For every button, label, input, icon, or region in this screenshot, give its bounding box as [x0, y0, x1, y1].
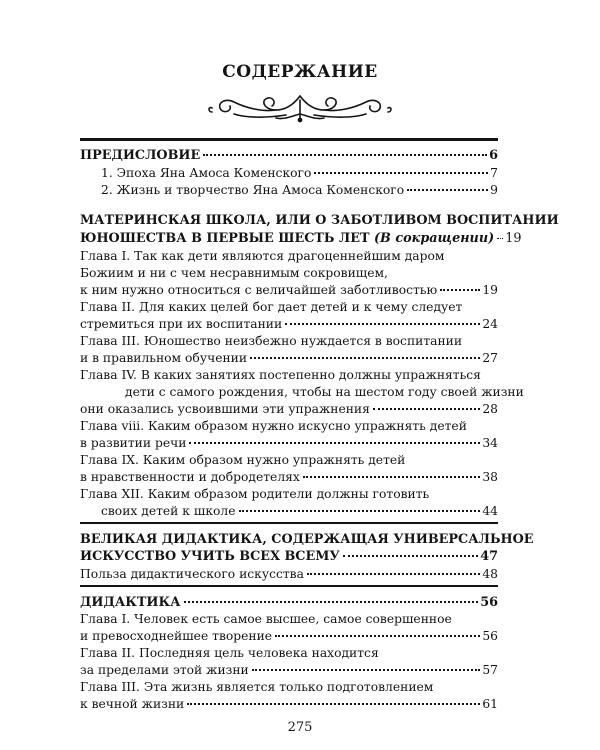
toc-page-number: 27	[482, 351, 498, 365]
chapter-text: стремиться при их воспитании	[80, 317, 283, 331]
toc-chapter-line	[80, 679, 498, 696]
dot-leader	[497, 237, 503, 239]
toc-chapter[interactable]	[80, 350, 498, 367]
chapter-text: Глава XII. Каким образом родители должны готовить	[80, 487, 430, 501]
toc-chapter[interactable]	[80, 282, 498, 299]
toc-chapter-line	[80, 486, 498, 503]
dot-leader	[373, 407, 480, 410]
toc-item[interactable]	[80, 566, 498, 583]
dot-leader	[250, 356, 480, 359]
chapter-text: и в правильном обучении	[80, 351, 248, 365]
toc-page-number: 9	[490, 183, 498, 197]
toc-chapter-line	[80, 645, 498, 662]
toc-chapter[interactable]	[80, 628, 498, 645]
top-rule	[80, 138, 498, 141]
toc-page-number: 24	[482, 317, 498, 331]
chapter-text: в развитии речи	[80, 436, 187, 450]
toc-section-maternal[interactable]	[80, 230, 522, 247]
page-title: СОДЕРЖАНИЕ	[222, 62, 378, 82]
chapter-text: Глава II. Последняя цель человека находится	[80, 646, 379, 660]
chapter-text: дети с самого рождения, чтобы на шестом году своей жизни	[125, 385, 524, 399]
section-title-line: МАТЕРИНСКАЯ ШКОЛА, ИЛИ О ЗАБОТЛИВОМ ВОСПИТАНИИ	[80, 213, 559, 228]
section-subtitle: (В сокращении)	[374, 231, 495, 246]
toc-chapter[interactable]	[80, 662, 498, 679]
toc-chapter-line	[80, 418, 498, 435]
chapter-text: Божиим и ни с чем несравнимым сокровищем,	[80, 266, 388, 280]
toc-chapter[interactable]	[80, 696, 498, 713]
toc-section-didactica-magna[interactable]	[80, 548, 498, 565]
chapter-text: Глава III. Юношество неизбежно нуждается в воспитании	[80, 334, 463, 348]
dot-leader	[303, 475, 481, 478]
toc-chapter[interactable]	[80, 503, 498, 520]
toc-chapter-line	[80, 452, 498, 469]
dot-leader	[314, 171, 488, 174]
toc-page-number: 61	[482, 697, 498, 711]
section-title-line: ВЕЛИКАЯ ДИДАКТИКА, СОДЕРЖАЩАЯ УНИВЕРСАЛЬНОЕ	[80, 532, 534, 547]
chapter-text: Глава I. Так как дети являются драгоценнейшим даром	[80, 249, 445, 263]
toc-item[interactable]	[80, 165, 498, 182]
toc-section-didactica[interactable]	[80, 594, 498, 611]
decorative-ornament-icon	[206, 90, 394, 124]
dot-leader	[187, 702, 480, 705]
toc-section-preface[interactable]	[80, 147, 498, 164]
toc-chapter-line	[80, 248, 498, 265]
toc-page-number: 7	[490, 166, 498, 180]
toc-page-number: 38	[482, 470, 498, 484]
chapter-text: к вечной жизни	[80, 697, 185, 711]
toc-page-number: 34	[482, 436, 498, 450]
dot-leader	[343, 554, 478, 557]
dot-leader	[440, 288, 480, 291]
toc-page-number: 47	[480, 549, 498, 564]
chapter-text: Глава III. Эта жизнь является только подготовлением	[80, 680, 434, 694]
chapter-text: в нравственности и добродетелях	[80, 470, 300, 484]
chapter-text: Глава IX. Каким образом нужно упражнять детей	[80, 453, 406, 467]
dot-leader	[252, 668, 481, 671]
toc-page-number: 57	[482, 663, 498, 677]
dot-leader	[184, 600, 479, 603]
toc-page-number: 6	[489, 148, 498, 163]
toc-page-number: 19	[482, 283, 498, 297]
toc-chapter-line	[80, 611, 498, 628]
toc-section-title[interactable]	[80, 212, 559, 229]
dot-leader	[407, 188, 488, 191]
chapter-text: своих детей к школе	[101, 504, 236, 518]
toc-section-title: ПРЕДИСЛОВИЕ	[80, 148, 201, 163]
toc-chapter[interactable]	[80, 316, 498, 333]
toc-chapter[interactable]	[80, 401, 498, 418]
toc-chapter[interactable]	[80, 435, 498, 452]
section-title-line: ЮНОШЕСТВА В ПЕРВЫЕ ШЕСТЬ ЛЕТ	[80, 231, 370, 246]
section-title-line: ИСКУССТВО УЧИТЬ ВСЕХ ВСЕМУ	[80, 549, 340, 564]
chapter-text: к ним нужно относиться с величайшей заботливостью	[80, 283, 438, 297]
page-number: 275	[287, 720, 313, 735]
section-rule	[80, 585, 498, 587]
toc-section-title: ДИДАКТИКА	[80, 595, 181, 610]
chapter-text: Глава viii. Каким образом нужно искусно упражнять детей	[80, 419, 467, 433]
chapter-text: Глава I. Человек есть самое высшее, самое совершенное	[80, 612, 452, 626]
chapter-text: они оказались усвоившими эти упражнения	[80, 402, 370, 416]
toc-page-number: 56	[482, 629, 498, 643]
toc-item-label: 2. Жизнь и творчество Яна Амоса Коменского	[101, 183, 405, 197]
chapter-text: Глава IV. В каких занятиях постепенно должны упражняться	[80, 368, 481, 382]
toc-chapter-line	[80, 384, 524, 401]
toc-page-number: 28	[482, 402, 498, 416]
chapter-text: и превосходнейшее творение	[80, 629, 273, 643]
dot-leader	[275, 634, 480, 637]
chapter-text: за пределами этой жизни	[80, 663, 249, 677]
dot-leader	[203, 153, 487, 156]
toc-chapter[interactable]	[80, 469, 498, 486]
toc-item-label: Польза дидактического искусства	[80, 567, 304, 581]
toc-page-number: 56	[480, 595, 498, 610]
toc-page-number: 44	[482, 504, 498, 518]
toc-section-title[interactable]	[80, 531, 534, 548]
dot-leader	[189, 441, 480, 444]
toc-item-label: 1. Эпоха Яна Амоса Коменского	[101, 166, 312, 180]
toc-chapter-line	[80, 299, 498, 316]
toc-chapter-line	[80, 367, 498, 384]
section-rule	[80, 522, 498, 524]
dot-leader	[307, 572, 480, 575]
chapter-text: Глава II. Для каких целей бог дает детей и к чему следует	[80, 300, 463, 314]
toc-chapter-line	[80, 265, 498, 282]
toc-page-number: 19	[505, 231, 522, 246]
dot-leader	[285, 322, 480, 325]
dot-leader	[239, 509, 481, 512]
toc-page-number: 48	[482, 567, 498, 581]
toc-chapter-line	[80, 333, 498, 350]
toc-item[interactable]	[80, 182, 498, 199]
